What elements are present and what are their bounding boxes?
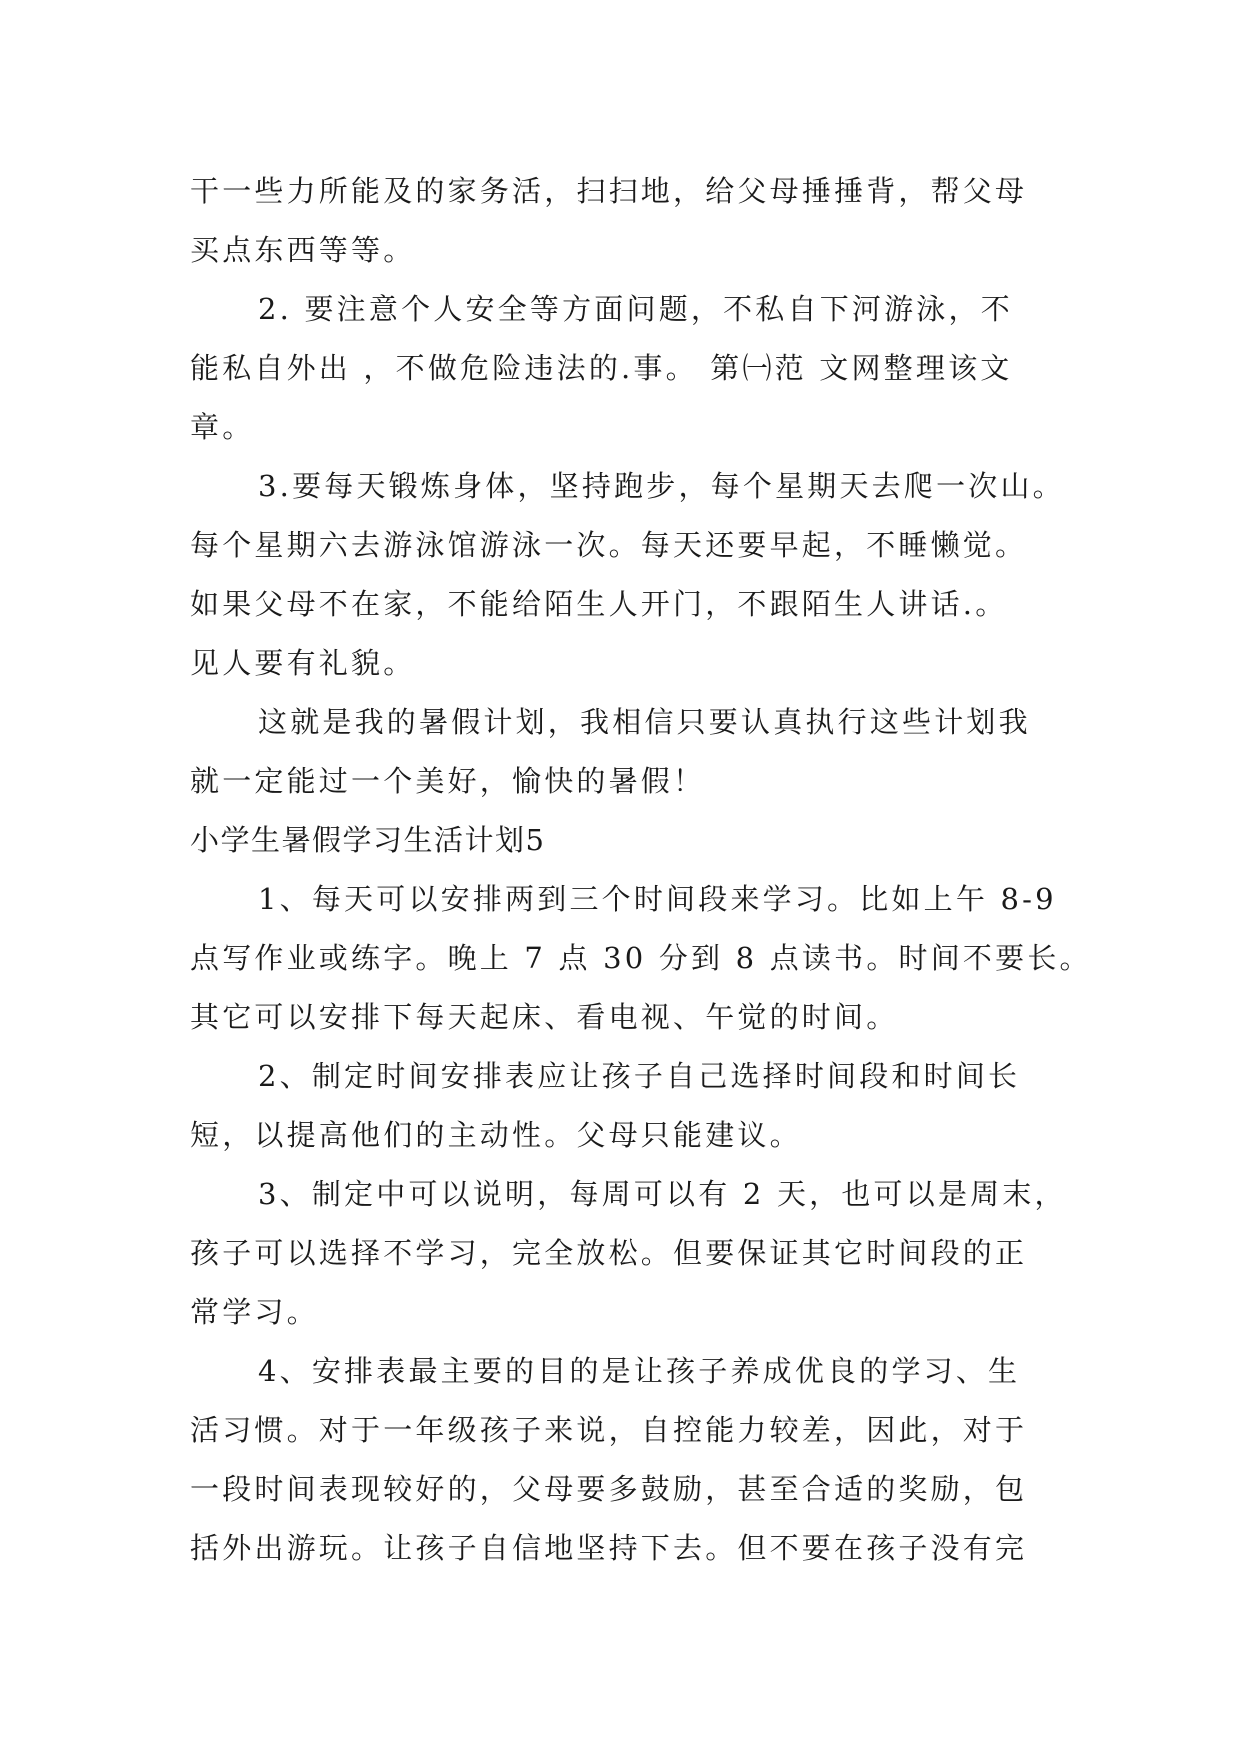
text-line: 3、制定中可以说明，每周可以有 2 天，也可以是周末， [258, 1177, 1067, 1211]
body-text [190, 162, 1092, 1578]
text-line: 见人要有礼貌。 [190, 646, 416, 680]
text-line: 2. 要注意个人安全等方面问题，不私自下河游泳，不 [258, 292, 1013, 326]
text-line: 其它可以安排下每天起床、看电视、午觉的时间。 [190, 1000, 899, 1034]
text-line: 就一定能过一个美好，愉快的暑假！ [190, 764, 706, 798]
text-line: 章。 [190, 410, 255, 444]
text-line: 常学习。 [190, 1295, 319, 1329]
text-line: 一段时间表现较好的，父母要多鼓励，甚至合适的奖励，包 [190, 1472, 1028, 1506]
text-line: 活习惯。对于一年级孩子来说，自控能力较差，因此，对于 [190, 1413, 1028, 1447]
text-line: 短，以提高他们的主动性。父母只能建议。 [190, 1118, 802, 1152]
text-line: 孩子可以选择不学习，完全放松。但要保证其它时间段的正 [190, 1236, 1028, 1270]
text-line: 干一些力所能及的家务活，扫扫地，给父母捶捶背，帮父母 [190, 174, 1028, 208]
text-line: 买点东西等等。 [190, 233, 416, 267]
text-line: 这就是我的暑假计划，我相信只要认真执行这些计划我 [258, 705, 1031, 739]
text-line: 每个星期六去游泳馆游泳一次。每天还要早起，不睡懒觉。 [190, 528, 1028, 562]
text-line: 括外出游玩。让孩子自信地坚持下去。但不要在孩子没有完 [190, 1531, 1028, 1565]
text-line: 4、安排表最主要的目的是让孩子养成优良的学习、生 [258, 1354, 1021, 1388]
text-line: 如果父母不在家，不能给陌生人开门，不跟陌生人讲话.。 [190, 587, 1008, 621]
section-heading: 小学生暑假学习生活计划5 [190, 823, 546, 857]
text-line: 3.要每天锻炼身体，坚持跑步，每个星期天去爬一次山。 [258, 469, 1065, 503]
text-line: 1、每天可以安排两到三个时间段来学习。比如上午 8-9 [258, 882, 1057, 916]
text-line: 点写作业或练字。晚上 7 点 30 分到 8 点读书。时间不要长。 [190, 941, 1092, 975]
text-line: 2、制定时间安排表应让孩子自己选择时间段和时间长 [258, 1059, 1021, 1093]
text-line: 能私自外出 ，不做危险违法的.事。 第㈠范 文网整理该文 [190, 351, 1013, 385]
